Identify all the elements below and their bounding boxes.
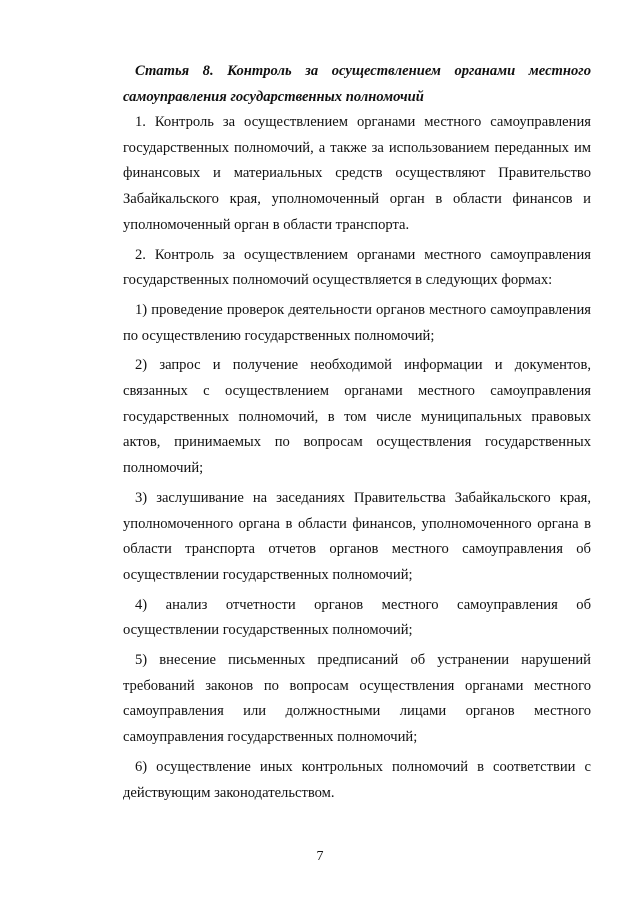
list-item-3: 3) заслушивание на заседаниях Правительства Забайкальского края, уполномоченного органа в области финансов, уполномоченного органа в области транспорта отчетов органов местного самоуправления об осуществлении государственных полномочий; bbox=[123, 489, 591, 583]
list-item-1: 1) проведение проверок деятельности органов местного самоуправления по осуществлению государственных полномочий; bbox=[123, 301, 591, 344]
list-item-6: 6) осуществление иных контрольных полномочий в соответствии с действующим законодательством. bbox=[123, 758, 591, 801]
article-title: Статья 8. Контроль за осуществлением органами местного самоуправления государственных полномочий bbox=[123, 63, 591, 105]
document-body bbox=[123, 58, 591, 806]
page-number: 7 bbox=[316, 849, 324, 864]
paragraph-2: 2. Контроль за осуществлением органами местного самоуправления государственных полномочий осуществляется в следующих формах: bbox=[123, 246, 591, 289]
paragraph-1: 1. Контроль за осуществлением органами местного самоуправления государственных полномочий, а также за использованием переданных им финансовых и материальных средств осуществляют Правительство Забайкальского края, уполномоченный орган в области финансов и уполномоченный орган в области транспорта. bbox=[123, 114, 591, 233]
list-item-2: 2) запрос и получение необходимой информации и документов, связанных с осуществлением органами местного самоуправления государственных полномочий, в том числе муниципальных правовых актов, принимаемых по вопросам осуществления государственных полномочий; bbox=[123, 357, 591, 477]
list-item-5: 5) внесение письменных предписаний об устранении нарушений требований законов по вопросам осуществления органами местного самоуправления или должностными лицами органов местного самоуправления государственных полномочий; bbox=[123, 652, 591, 746]
list-item-4: 4) анализ отчетности органов местного самоуправления об осуществлении государственных полномочий; bbox=[123, 596, 591, 639]
